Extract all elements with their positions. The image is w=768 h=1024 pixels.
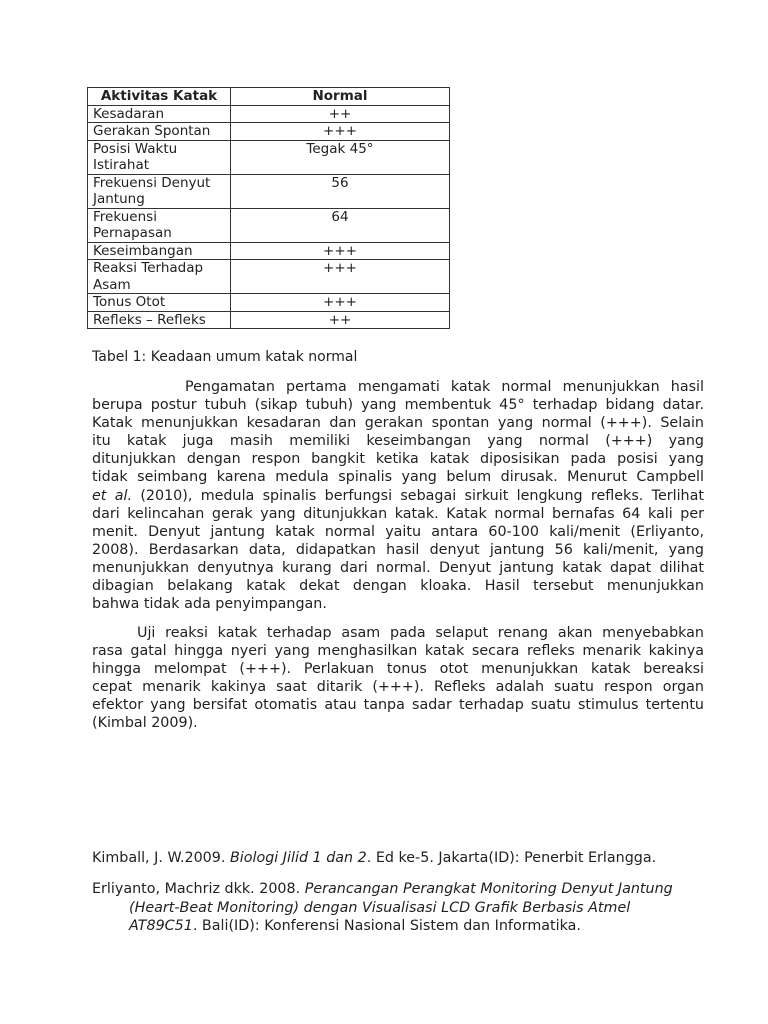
paragraph-line: Pengamatan pertama mengamati katak normal menunjukkan hasil: [185, 379, 704, 395]
activity-cell: Refleks – Refleks: [88, 311, 231, 329]
reference-kimball: [92, 849, 656, 868]
normal-value-cell: 56: [231, 174, 450, 208]
normal-value-cell: +++: [231, 294, 450, 312]
reference-erliyanto: [92, 880, 673, 936]
table-row: [88, 208, 450, 242]
normal-value-cell: +++: [231, 242, 450, 260]
table-row: [88, 140, 450, 174]
normal-value-cell: ++: [231, 311, 450, 329]
paragraph-line: Katak menunjukkan kesadaran dan gerakan spontan yang normal (+++). Selain: [92, 415, 704, 432]
paragraph-line: berupa postur tubuh (sikap tubuh) yang membentuk 45° terhadap bidang datar.: [92, 397, 704, 414]
paragraph-line: cepat menarik kakinya saat ditarik (+++). Refleks adalah suatu respon organ: [92, 679, 704, 696]
paragraph-line: ditunjukkan dengan respon bangkit ketika katak diposisikan pada posisi yang: [92, 451, 704, 468]
paragraph-line: menunjukkan denyutnya kurang dari normal. Denyut jantung katak dapat dilihat: [92, 559, 704, 576]
table-row: [88, 294, 450, 312]
table-header-row: [88, 88, 450, 106]
normal-value-cell: +++: [231, 123, 450, 141]
paragraph-line: bahwa tidak ada penyimpangan.: [92, 596, 327, 613]
activity-cell: Gerakan Spontan: [88, 123, 231, 141]
normal-value-cell: +++: [231, 260, 450, 294]
table-caption: Tabel 1: Keadaan umum katak normal: [92, 349, 358, 365]
ref-text: Kimball, J. W.2009.: [92, 850, 230, 866]
ref-text: . Ed ke-5. Jakarta(ID): Penerbit Erlangga.: [366, 850, 657, 866]
ref-title: AT89C51: [129, 918, 193, 934]
ref-title: Perancangan Perangkat Monitoring Denyut Jantung: [304, 881, 673, 897]
paragraph-line: rasa gatal hingga nyeri yang menghasilkan katak secara refleks menarik kakinya: [92, 643, 704, 660]
paragraph-2: [92, 624, 704, 733]
table-row: [88, 123, 450, 141]
paragraph-line: efektor yang bersifat otomatis atau tanpa sadar terhadap suatu stimulus tertentu: [92, 697, 704, 714]
paragraph-line: (Kimbal 2009).: [92, 715, 198, 732]
paragraph-line: dari kelincahan gerak yang ditunjukkan katak. Katak normal bernafas 64 kali per: [92, 505, 704, 522]
normal-value-cell: Tegak 45°: [231, 140, 450, 174]
activity-cell: Tonus Otot: [88, 294, 231, 312]
line-text: (2010), medula spinalis berfungsi sebagai sirkuit lengkung refleks. Terlihat: [140, 487, 704, 504]
ref-title: Biologi Jilid 1 dan 2: [229, 850, 367, 866]
table-row: [88, 311, 450, 329]
activity-cell: Reaksi Terhadap Asam: [88, 260, 231, 294]
table-row: [88, 260, 450, 294]
normal-value-cell: ++: [231, 105, 450, 123]
normal-value-cell: 64: [231, 208, 450, 242]
table-row: [88, 174, 450, 208]
header-normal: Normal: [231, 88, 450, 106]
table-row: [88, 105, 450, 123]
paragraph-line: menit. Denyut jantung katak normal yaitu antara 60-100 kali/menit (Erliyanto,: [92, 523, 704, 540]
paragraph-line: itu katak juga masih memiliki keseimbangan yang normal (+++) yang: [92, 433, 704, 450]
ref-title: (Heart-Beat Monitoring) dengan Visualisasi LCD Grafik Berbasis Atmel: [129, 899, 631, 916]
frog-activity-table: [87, 87, 450, 329]
paragraph-line: Uji reaksi katak terhadap asam pada selaput renang akan menyebabkan: [137, 625, 704, 641]
activity-cell: Kesadaran: [88, 105, 231, 123]
activity-cell: Frekuensi Pernapasan: [88, 208, 231, 242]
italic-et-al: et al.: [92, 487, 132, 504]
paragraph-line: dibagian belakang katak dekat dengan kloaka. Hasil tersebut menunjukkan: [92, 578, 704, 595]
header-activity: Aktivitas Katak: [88, 88, 231, 106]
paragraph-line: [92, 487, 704, 505]
ref-text: . Bali(ID): Konferensi Nasional Sistem dan Informatika.: [192, 918, 581, 934]
paragraph-line: tidak seimbang karena medula spinalis yang belum dirusak. Menurut Campbell: [92, 469, 704, 486]
ref-text: Erliyanto, Machriz dkk. 2008.: [92, 881, 305, 897]
paragraph-line: 2008). Berdasarkan data, didapatkan hasil denyut jantung 56 kali/menit, yang: [92, 541, 704, 558]
paragraph-line: hingga melompat (+++). Perlakuan tonus otot menunjukkan katak bereaksi: [92, 661, 704, 678]
activity-cell: Frekuensi Denyut Jantung: [88, 174, 231, 208]
activity-cell: Posisi Waktu Istirahat: [88, 140, 231, 174]
paragraph-1: [92, 378, 704, 613]
activity-cell: Keseimbangan: [88, 242, 231, 260]
table-row: [88, 242, 450, 260]
